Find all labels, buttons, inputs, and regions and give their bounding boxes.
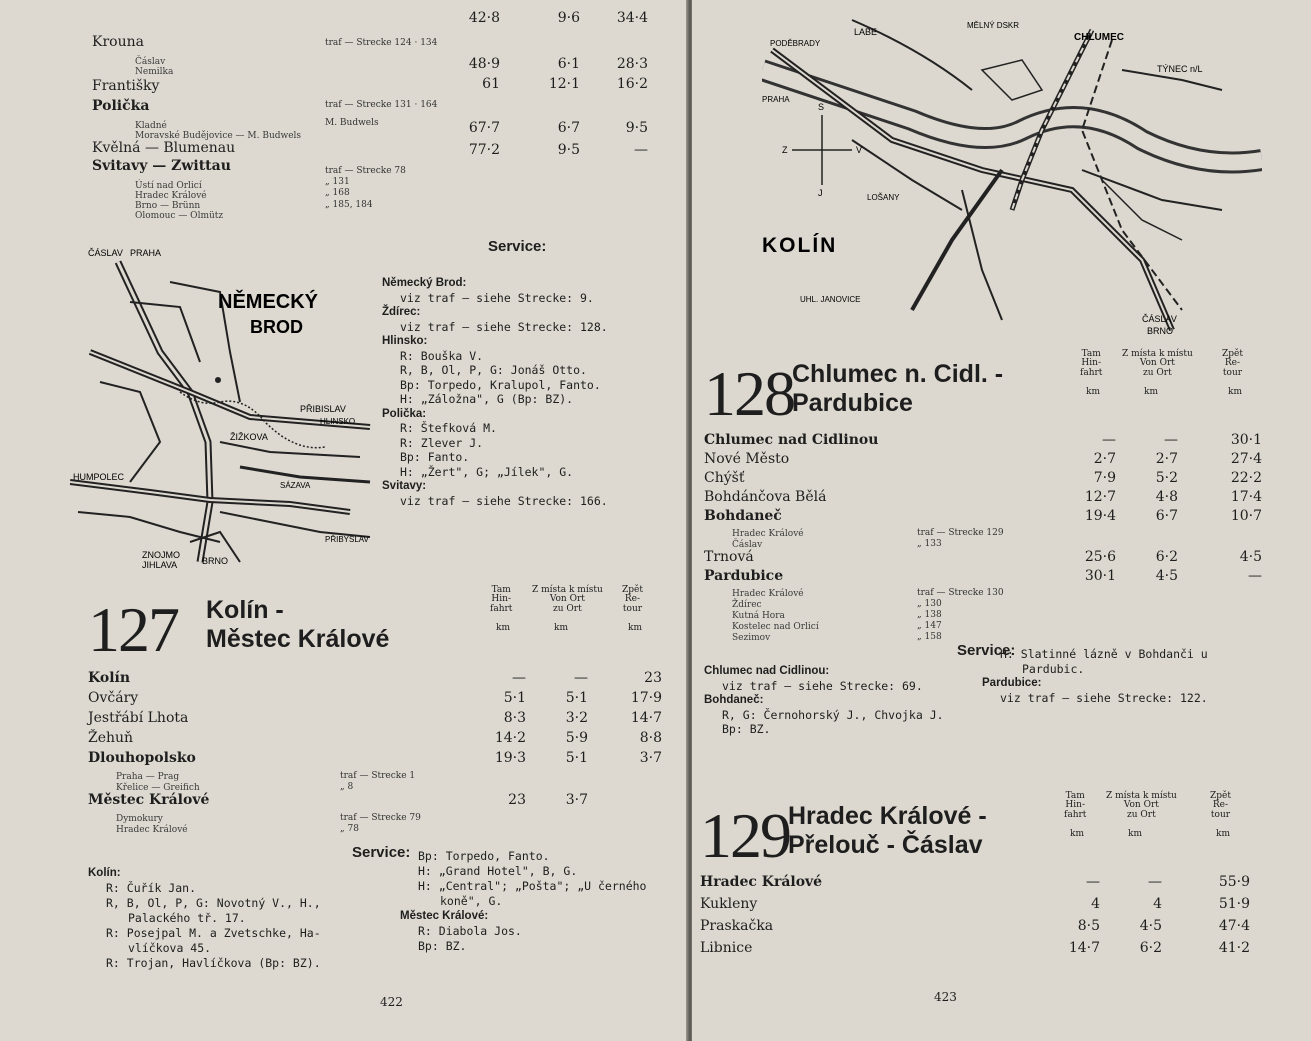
km-from: —: [1148, 874, 1162, 890]
service-line: R: Trojan, Havlíčkova (Bp: BZ).: [106, 956, 321, 970]
route-title-line1: Chlumec n. Cidl. -: [792, 360, 1004, 388]
route-reference: „ 8: [340, 782, 354, 792]
map-title: KOLÍN: [762, 234, 838, 257]
service-line: koně", G.: [440, 894, 503, 908]
km-to: 48·9: [468, 56, 500, 72]
map-label-uhl-janovice: UHL. JANOVICE: [800, 295, 861, 304]
km-from: 4: [1153, 896, 1162, 912]
service-place-heading: Městec Králové:: [400, 910, 489, 922]
service-line: R, G: Černohorský J., Chvojka J.: [722, 707, 944, 722]
service-place-heading: Svitavy:: [382, 480, 427, 492]
header-to: Tam Hin- fahrt: [1080, 349, 1103, 378]
map-label-caslav: ČÁSLAV: [88, 248, 123, 258]
place-name: Kolín: [88, 670, 131, 686]
service-place-heading: Hlinsko:: [382, 335, 428, 347]
route-reference: „ 131: [325, 177, 350, 187]
km-back: 27·4: [1230, 451, 1262, 467]
service-place-heading: Bohdaneč:: [704, 694, 764, 706]
route-reference: „ 130: [917, 599, 942, 609]
place-name: Kvělná — Blumenau: [92, 140, 236, 156]
km-to: 19·4: [1084, 508, 1116, 524]
service-line: Palackého tř. 17.: [128, 911, 246, 925]
map-label-zizkova: ŽIŽKOVA: [230, 432, 268, 442]
km-from: 4·5: [1155, 568, 1178, 584]
right-page: [692, 0, 1311, 1041]
place-name: Pardubice: [704, 568, 784, 584]
service-line: Bp: Torpedo, Kralupol, Fanto.: [400, 377, 601, 392]
km-from: —: [574, 670, 588, 686]
km-back: 30·1: [1230, 432, 1262, 448]
place-subname: Praha — Prag: [116, 772, 180, 782]
route-reference: traf — Strecke 1: [340, 771, 416, 781]
place-name: Trnová: [704, 549, 754, 565]
route-reference: traf — Strecke 124 · 134: [325, 38, 438, 48]
service-line: R: Posejpal M. a Zvetschke, Ha-: [106, 926, 321, 940]
place-subname: Kostelec nad Orlicí: [732, 622, 819, 632]
km-from: 5·1: [565, 690, 588, 706]
km-back: 55·9: [1218, 874, 1250, 890]
service-line: H: Slatinné lázně v Bohdanči u: [1000, 647, 1208, 661]
place-subname: Ždírec: [732, 600, 762, 610]
map-title-line2: BROD: [250, 317, 303, 337]
place-subname: Ústí nad Orlicí: [135, 181, 202, 191]
km-from: 6·7: [1155, 508, 1178, 524]
service-line: R: Zlever J.: [400, 435, 484, 450]
route-reference: „ 133: [917, 539, 942, 549]
place-name: Krouna: [92, 34, 144, 50]
map-label-praha: PRAHA: [130, 248, 162, 258]
place-name: Jestřábí Lhota: [88, 710, 189, 726]
map-label-losany: LOŠANY: [867, 193, 900, 202]
km-back: 34·4: [616, 10, 648, 26]
header-back: Zpět Re- tour: [1210, 791, 1231, 820]
service-line: Pardubic.: [1022, 661, 1085, 676]
compass-south: J: [818, 188, 823, 198]
place-subname: Hradec Králové: [732, 529, 804, 539]
map-label-hlinsko: HLINSKO: [320, 417, 356, 426]
compass-north: S: [818, 102, 825, 112]
header-to: Tam Hin- fahrt: [1064, 791, 1087, 820]
place-name: Praskačka: [700, 918, 774, 934]
place-subname: Olomouc — Olmütz: [135, 211, 224, 221]
map-label-brno: BRNO: [202, 556, 229, 566]
km-from: 12·1: [548, 76, 580, 92]
service-line: R, B, Ol, P, G: Novotný V., H.,: [106, 896, 321, 910]
km-back: 9·5: [625, 120, 648, 136]
compass-east: V: [856, 145, 863, 155]
service-line: viz traf — siehe Strecke: 69.: [722, 678, 923, 693]
km-back: 17·9: [630, 690, 662, 706]
place-name: Hradec Králové: [700, 874, 823, 890]
km-from: 3·7: [565, 792, 588, 808]
km-from: 6·2: [1155, 549, 1178, 565]
route-number: 129: [700, 800, 790, 871]
km-to: 67·7: [468, 120, 500, 136]
place-name: Františky: [92, 78, 160, 94]
km-to: 5·1: [503, 690, 526, 706]
km-back: 8·8: [639, 730, 662, 746]
place-name: Libnice: [700, 940, 753, 956]
km-to: 77·2: [468, 142, 500, 158]
km-to: 14·2: [494, 730, 526, 746]
service-title: Service:: [352, 844, 411, 861]
header-to: Tam Hin- fahrt: [490, 585, 513, 614]
km-back: 23: [644, 670, 662, 686]
route-title-line1: Hradec Králové -: [788, 802, 987, 830]
place-name: Polička: [92, 98, 150, 114]
map-kolin: [762, 10, 1262, 345]
header-from: Z místa k místu Von Ort zu Ort: [1122, 349, 1193, 378]
map-label-labe: LABE: [854, 27, 878, 37]
route-reference: traf — Strecke 78: [325, 166, 406, 176]
km-from: 9·6: [557, 10, 580, 26]
km-to: 19·3: [494, 750, 526, 766]
route-number: 128: [704, 358, 794, 429]
place-subname: Sezimov: [732, 633, 771, 643]
place-name: Ovčáry: [88, 690, 139, 706]
place-subname: Kutná Hora: [732, 611, 785, 621]
km-from: 3·2: [565, 710, 588, 726]
km-to: 14·7: [1068, 940, 1100, 956]
route-number: 127: [88, 594, 178, 665]
km-back: 41·2: [1218, 940, 1250, 956]
place-name: Kukleny: [700, 896, 758, 912]
page-number: 422: [380, 995, 403, 1009]
km-to: —: [1086, 874, 1100, 890]
service-line: viz traf — siehe Strecke: 128.: [400, 319, 608, 334]
service-line: viz traf — siehe Strecke: 122.: [1000, 690, 1208, 705]
place-subname: Čáslav: [135, 57, 166, 67]
place-name: Městec Králové: [88, 792, 210, 808]
place-subname: Brno — Brünn: [135, 201, 201, 211]
service-line: viz traf — siehe Strecke: 9.: [400, 290, 594, 305]
km-from: 6·2: [1139, 940, 1162, 956]
km-from: 9·5: [557, 142, 580, 158]
map-label-pribyslav: PŘIBYSLAV: [325, 535, 369, 544]
service-line: Bp: Torpedo, Fanto.: [418, 849, 550, 863]
route-reference: „ 185, 184: [325, 200, 373, 210]
service-title: Service:: [488, 238, 547, 255]
route-reference: traf — Strecke 131 · 164: [325, 100, 438, 110]
map-label-melny: MĚLNÝ DSKR: [967, 21, 1020, 30]
service-line: R: Čuřík Jan.: [106, 881, 197, 895]
unit-to: km: [1086, 387, 1100, 397]
route-reference: „ 168: [325, 188, 350, 198]
map-label-sazava: SÁZAVA: [280, 481, 311, 490]
route-title-line1: Kolín -: [206, 596, 284, 624]
map-title-line1: NĚMECKÝ: [218, 291, 319, 313]
header-back: Zpět Re- tour: [622, 585, 643, 614]
km-from: 5·9: [565, 730, 588, 746]
place-name: Chlumec nad Cidlinou: [704, 432, 879, 448]
place-name: Bohdánčova Bělá: [704, 489, 827, 505]
service-title: Service:: [957, 642, 1016, 659]
place-subname: Křelice — Greifich: [116, 783, 200, 793]
service-line: R: Diabola Jos.: [418, 924, 522, 938]
map-label-praha: PRAHA: [762, 95, 790, 104]
place-subname: Hradec Králové: [732, 589, 804, 599]
unit-to: km: [1070, 829, 1084, 839]
km-back: 22·2: [1230, 470, 1262, 486]
unit-from: km: [554, 623, 568, 633]
km-to: 30·1: [1084, 568, 1116, 584]
service-place-heading: Německý Brod:: [382, 277, 467, 289]
km-back: 47·4: [1218, 918, 1250, 934]
unit-back: km: [628, 623, 642, 633]
place-subname: Moravské Budějovice — M. Budwels: [135, 131, 302, 141]
route-reference: „ 158: [917, 632, 942, 642]
service-line: R, B, Ol, P, G: Jonáš Otto.: [400, 363, 587, 377]
route-reference: „ 138: [917, 610, 942, 620]
service-line: vlíčkova 45.: [128, 941, 212, 955]
header-from: Z místa k místu Von Ort zu Ort: [1106, 791, 1177, 820]
place-subname: Čáslav: [732, 540, 763, 550]
km-back: 14·7: [630, 710, 662, 726]
map-label-caslav: ČÁSLAV: [1142, 314, 1177, 324]
map-label-pribislav: PŘIBISLAV: [300, 404, 346, 414]
service-place-heading: Ždírec:: [382, 306, 421, 318]
km-back: 28·3: [616, 56, 648, 72]
km-to: 2·7: [1093, 451, 1116, 467]
service-line: Bp: Fanto.: [400, 450, 470, 464]
place-subname: Hradec Králové: [135, 191, 207, 201]
map-label-podebrady: PODĚBRADY: [770, 39, 821, 48]
map-label-humpolec: HUMPOLEC: [73, 472, 125, 482]
place-name: Chýšť: [704, 470, 745, 486]
place-subname: Nemilka: [135, 67, 174, 77]
service-line: R: Bouška V.: [400, 348, 484, 363]
route-title-line2: Městec Králové: [206, 625, 390, 653]
service-place-heading: Chlumec nad Cidlinou:: [704, 665, 830, 677]
route-reference: traf — Strecke 129: [917, 528, 1004, 538]
route-reference: traf — Strecke 79: [340, 813, 421, 823]
route-reference: „ 147: [917, 621, 942, 631]
header-back: Zpět Re- tour: [1222, 349, 1243, 378]
service-line: Bp: BZ.: [722, 722, 771, 736]
unit-to: km: [496, 623, 510, 633]
compass-west: Z: [782, 145, 788, 155]
map-label-tynec: TÝNEC n/L: [1157, 64, 1203, 74]
km-back: 51·9: [1218, 896, 1250, 912]
km-from: 5·2: [1155, 470, 1178, 486]
km-to: 8·3: [503, 710, 526, 726]
km-to: 23: [508, 792, 526, 808]
route-title-line2: Přelouč - Čáslav: [788, 831, 983, 859]
service-place-heading: Pardubice:: [982, 677, 1042, 689]
map-label-jihlava: JIHLAVA: [142, 560, 178, 570]
km-from: 5·1: [565, 750, 588, 766]
km-to: 4: [1091, 896, 1100, 912]
km-back: 16·2: [616, 76, 648, 92]
service-line: viz traf — siehe Strecke: 166.: [400, 493, 608, 508]
service-line: R: Štefková M.: [400, 421, 497, 435]
km-to: 8·5: [1077, 918, 1100, 934]
service-line: Bp: BZ.: [418, 939, 467, 953]
route-reference: „ 78: [340, 824, 359, 834]
page-number: 423: [934, 990, 957, 1004]
km-from: 4·5: [1139, 918, 1162, 934]
service-place-heading: Kolín:: [88, 867, 121, 879]
route-reference: M. Budwels: [325, 118, 379, 128]
map-label-chlumec: CHLUMEC: [1074, 32, 1124, 43]
place-name: Bohdaneč: [704, 508, 782, 524]
km-back: 4·5: [1239, 549, 1262, 565]
km-back: —: [1248, 568, 1262, 584]
km-from: 2·7: [1155, 451, 1178, 467]
map-label-znojmo: ZNOJMO: [142, 550, 180, 560]
km-back: 10·7: [1230, 508, 1262, 524]
map-nemecky-brod: [70, 242, 380, 577]
km-back: 3·7: [639, 750, 662, 766]
unit-back: km: [1216, 829, 1230, 839]
service-line: H: „Záložna", G (Bp: BZ).: [400, 392, 574, 406]
service-place-heading: Polička:: [382, 407, 427, 420]
place-subname: Dymokury: [116, 814, 163, 824]
km-to: 61: [482, 76, 500, 92]
km-from: 6·7: [557, 120, 580, 136]
service-line: H: „Central"; „Pošta"; „U černého: [418, 879, 647, 893]
km-to: 25·6: [1084, 549, 1116, 565]
place-name: Žehuň: [88, 730, 134, 746]
km-from: 4·8: [1155, 489, 1178, 505]
service-line: H: „Žert", G; „Jílek", G.: [400, 464, 574, 479]
place-name: Nové Město: [704, 451, 790, 467]
km-from: 6·1: [557, 56, 580, 72]
km-from: —: [1164, 432, 1178, 448]
km-to: —: [512, 670, 526, 686]
header-from: Z místa k místu Von Ort zu Ort: [532, 585, 603, 614]
km-to: 7·9: [1093, 470, 1116, 486]
km-to: 42·8: [468, 10, 500, 26]
place-name: Svitavy — Zwittau: [92, 158, 231, 174]
km-back: 17·4: [1230, 489, 1262, 505]
route-title-line2: Pardubice: [792, 389, 913, 417]
unit-from: km: [1128, 829, 1142, 839]
place-subname: Hradec Králové: [116, 825, 188, 835]
service-line: H: „Grand Hotel", B, G.: [418, 864, 578, 878]
unit-back: km: [1228, 387, 1242, 397]
km-to: —: [1102, 432, 1116, 448]
km-back: —: [634, 142, 648, 158]
map-label-brno: BRNO: [1147, 326, 1174, 336]
route-reference: traf — Strecke 130: [917, 588, 1004, 598]
unit-from: km: [1144, 387, 1158, 397]
place-name: Dlouhopolsko: [88, 750, 196, 766]
place-subname: Kladné: [135, 121, 167, 131]
km-to: 12·7: [1084, 489, 1116, 505]
